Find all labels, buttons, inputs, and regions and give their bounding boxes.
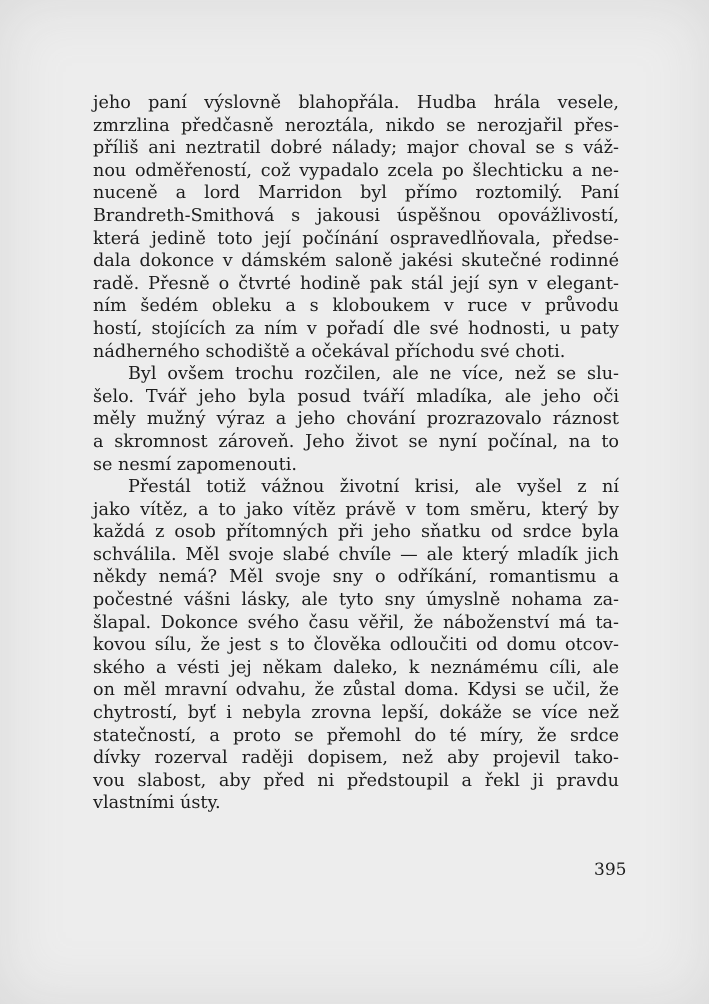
text-line: nou odměřeností, což vypadalo zcela po šlechticku a ne-	[93, 160, 619, 181]
text-line: jako vítěz, a to jako vítěz právě v tom směru, který by	[93, 499, 619, 520]
page-number: 395	[594, 860, 627, 880]
body-text	[93, 92, 619, 815]
text-line: hostí, stojících za ním v pořadí dle své hodnosti, u paty	[93, 318, 619, 339]
text-line: dala dokonce v dámském saloně jakési skutečné rodinné	[93, 251, 619, 272]
text-line: ského a vésti jej někam daleko, k neznámému cíli, ale	[93, 657, 619, 678]
text-line: příliš ani neztratil dobré nálady; major choval se s váž-	[93, 138, 619, 159]
text-line: vou slabost, aby před ni předstoupil a řekl ji pravdu	[93, 770, 619, 791]
text-line: šlapal. Dokonce svého času věřil, že náboženství má ta-	[93, 612, 619, 633]
text-line: schválila. Měl svoje slabé chvíle — ale který mladík jich	[93, 544, 619, 565]
text-line: nádherného schodiště a očekával příchodu své choti.	[93, 341, 566, 362]
text-line: vlastními ústy.	[93, 793, 221, 814]
text-line: Brandreth-Smithová s jakousi úspěšnou opovážlivostí,	[93, 205, 619, 226]
text-line: dívky rozerval raději dopisem, než aby projevil tako-	[93, 748, 619, 769]
text-line: zmrzlina předčasně neroztála, nikdo se nerozjařil přes-	[93, 115, 619, 136]
text-line: se nesmí zapomenouti.	[93, 454, 297, 475]
text-line: Přestál totiž vážnou životní krisi, ale vyšel z ní	[128, 477, 619, 498]
text-line: ním šedém obleku a s kloboukem v ruce v průvodu	[93, 296, 619, 317]
text-line: šelo. Tvář jeho byla posud tváří mladíka, ale jeho oči	[93, 386, 619, 407]
text-line: radě. Přesně o čtvrté hodině pak stál její syn v elegant-	[93, 273, 619, 294]
text-line: která jedině toto její počínání ospravedlňovala, předse-	[93, 228, 619, 249]
text-line: měly mužný výraz a jeho chování prozrazovalo ráznost	[93, 409, 619, 430]
text-line: jeho paní výslovně blahopřála. Hudba hrála vesele,	[93, 93, 619, 113]
text-line: a skromnost zároveň. Jeho život se nyní počínal, na to	[93, 431, 619, 452]
text-line: nuceně a lord Marridon byl přímo roztomilý. Paní	[93, 183, 619, 204]
text-line: kovou sílu, že jest s to člověka odloučiti od domu otcov-	[93, 635, 619, 656]
text-line: počestné vášni lásky, ale tyto sny úmyslně nohama za-	[93, 590, 619, 611]
text-line: každá z osob přítomných při jeho sňatku od srdce byla	[93, 522, 619, 543]
text-line: někdy nemá? Měl svoje sny o odříkání, romantismu a	[93, 567, 619, 588]
text-line: statečností, a proto se přemohl do té míry, že srdce	[93, 725, 619, 746]
text-line: Byl ovšem trochu rozčilen, ale ne více, než se slu-	[128, 364, 619, 385]
text-line: chytrostí, byť i nebyla zrovna lepší, dokáže se více než	[93, 703, 619, 724]
text-line: on měl mravní odvahu, že zůstal doma. Kdysi se učil, že	[93, 680, 619, 701]
